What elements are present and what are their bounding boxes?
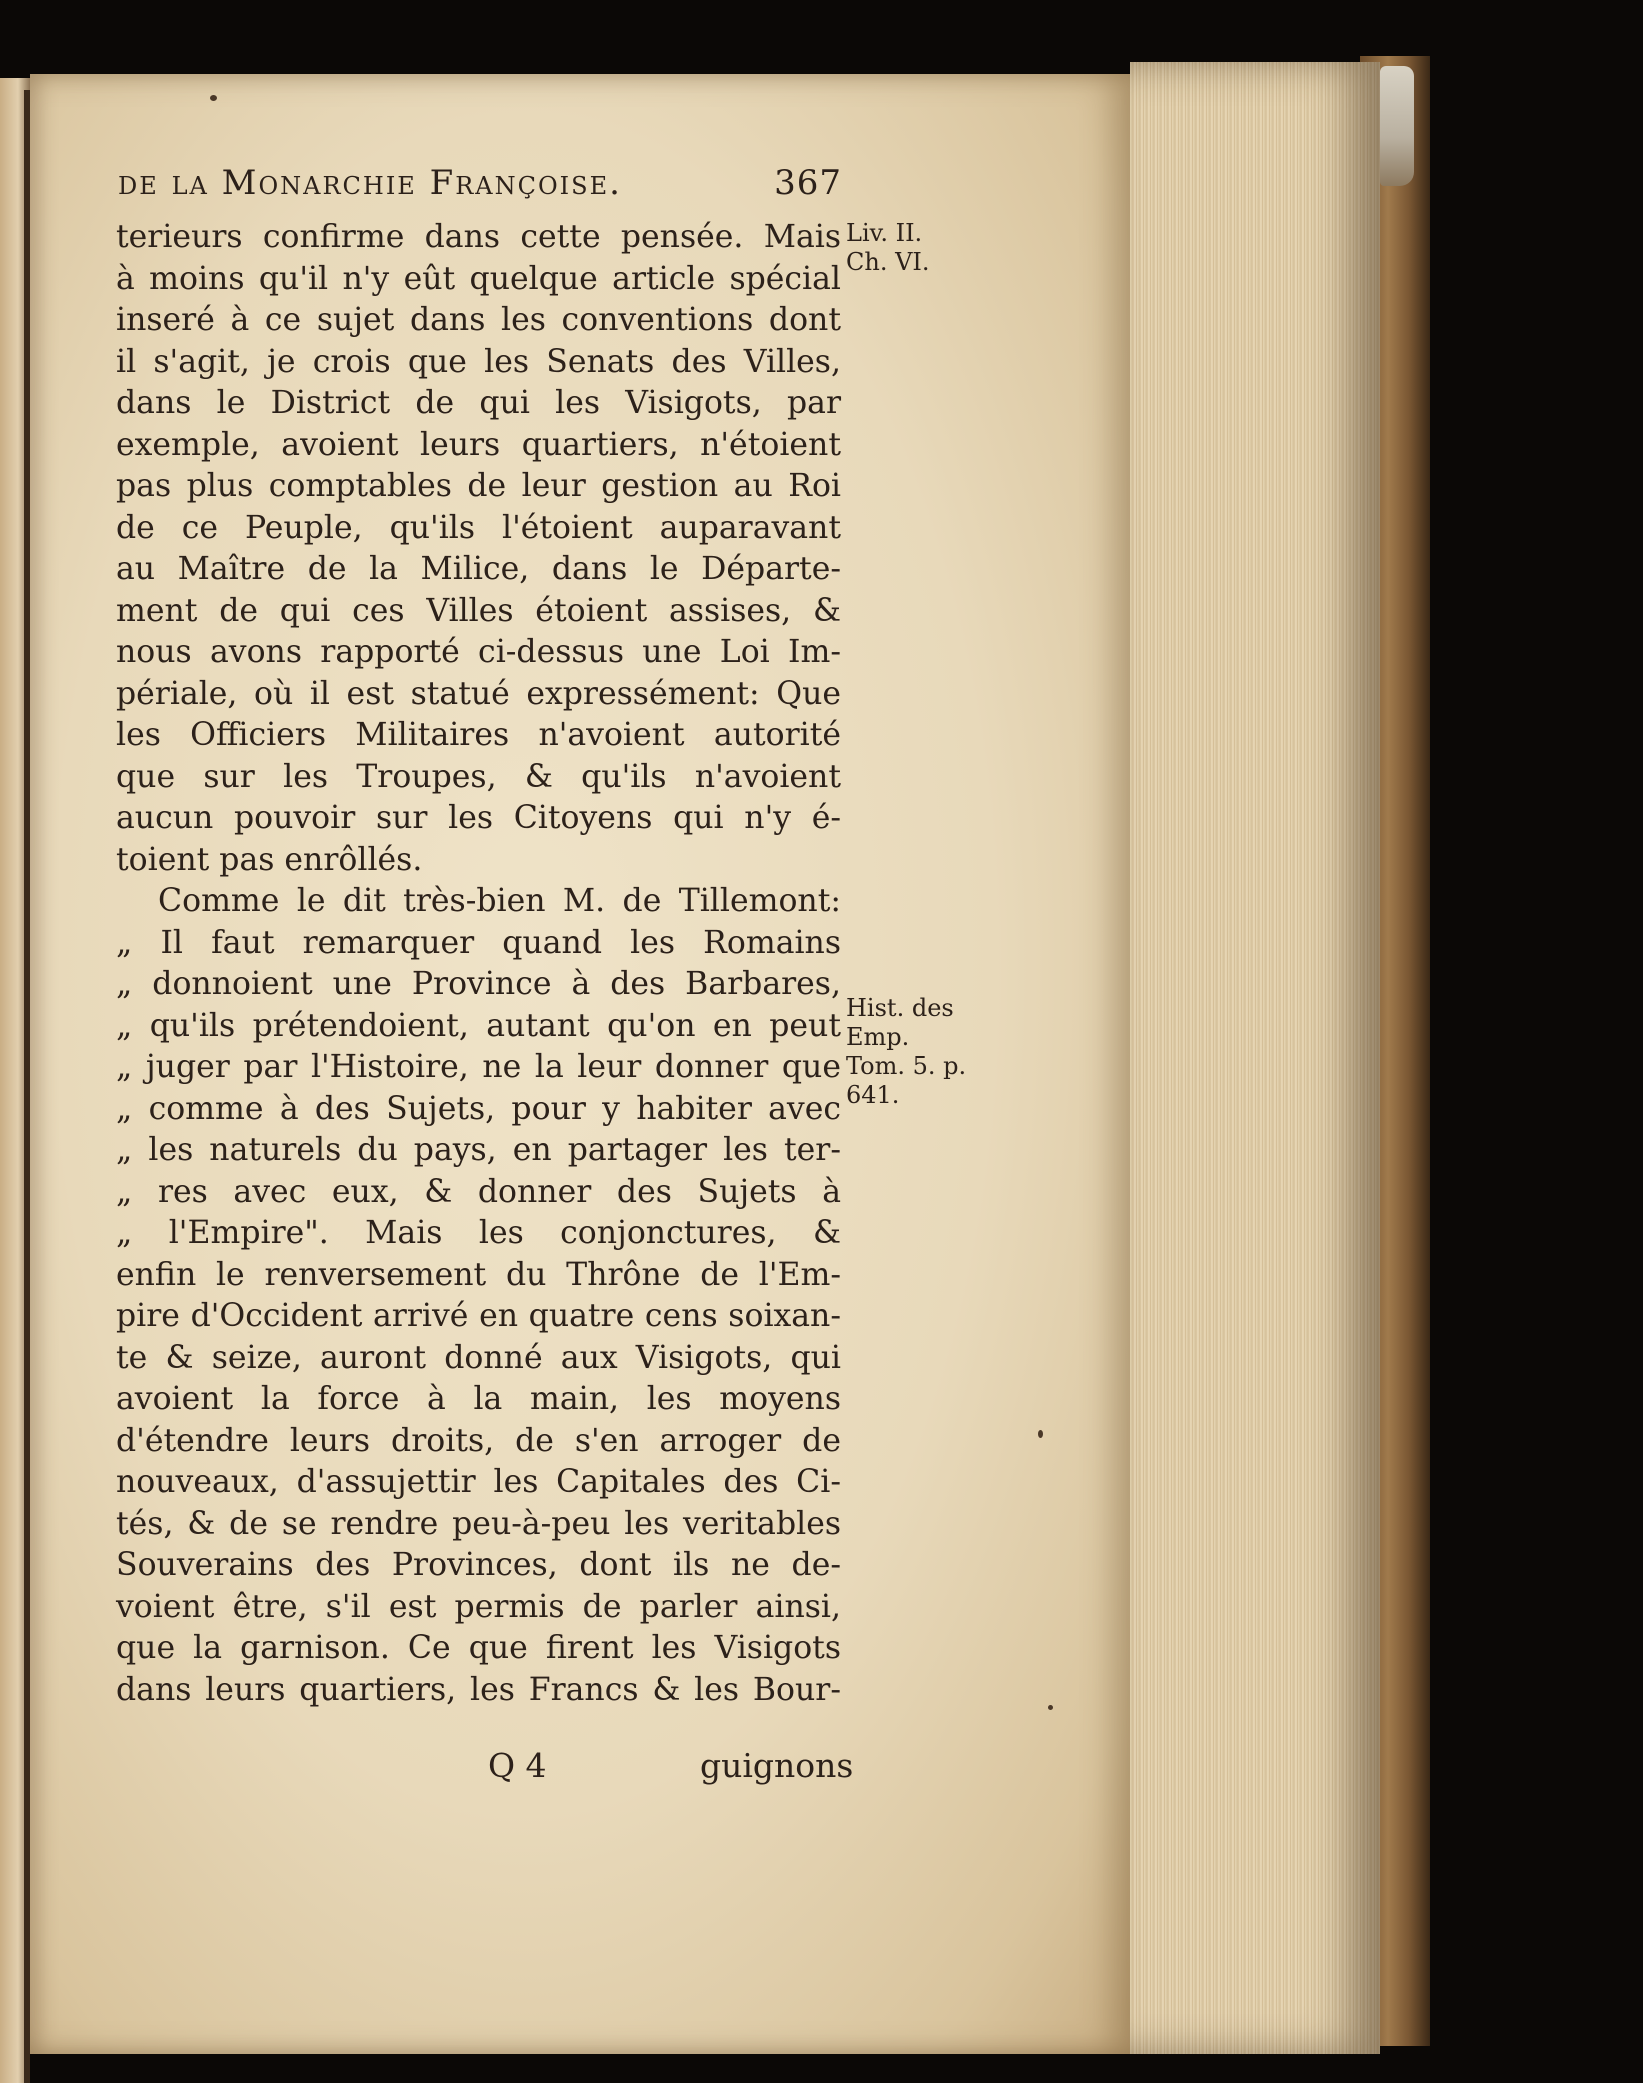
text-line: dans leurs quartiers, les Francs & les Bour- [116,1671,841,1708]
text-line: pire d'Occident arrivé en quatre cens soixan- [116,1298,841,1334]
binding-damage [1380,66,1414,186]
text-line: exemple, avoient leurs quartiers, n'étoient [116,426,841,463]
text-line: „ comme à des Sujets, pour y habiter avec [116,1090,841,1127]
running-title: de la Monarchie Françoise. [118,163,622,203]
text-line: périale, où il est statué expressément: Que [116,675,841,712]
text-line: „ qu'ils prétendoient, autant qu'on en peut [116,1007,841,1044]
ink-speck [1038,1430,1043,1438]
text-line: dans le District de qui les Visigots, par [116,385,841,421]
text-line: „ les naturels du pays, en partager les ter- [116,1132,841,1168]
text-line: pas plus comptables de leur gestion au Roi [116,468,841,504]
margin-note-line: 641. [846,1081,900,1109]
text-line: toient pas enrôllés. [116,841,423,878]
ink-speck [1048,1705,1053,1710]
text-line: „ l'Empire". Mais les conjonctures, & [116,1215,841,1251]
text-line: que la garnison. Ce que firent les Visigots [116,1630,841,1666]
text-line: de ce Peuple, qu'ils l'étoient auparavant [116,509,841,546]
margin-note-line: Tom. 5. p. [846,1052,967,1080]
page-edges [1130,62,1380,2054]
page-number: 367 [774,163,842,203]
text-line: aucun pouvoir sur les Citoyens qui n'y é- [116,800,841,836]
margin-note-citation [846,994,966,1110]
text-line: il s'agit, je crois que les Senats des Villes, [116,343,841,380]
text-line: tés, & de se rendre peu-à-peu les veritables [116,1505,841,1542]
text-line: nous avons rapporté ci-dessus une Loi Im- [116,634,841,670]
text-line: „ juger par l'Histoire, ne la leur donner que [116,1049,841,1085]
text-line: à moins qu'il n'y eût quelque article spécial [116,260,841,297]
text-line: voient être, s'il est permis de parler ainsi, [116,1588,841,1625]
text-line: „ donnoient une Province à des Barbares, [116,966,841,1002]
running-header [118,163,842,203]
text-line: au Maître de la Milice, dans le Départe- [116,551,841,587]
text-line: te & seize, auront donné aux Visigots, qui [116,1339,841,1376]
text-line: Comme le dit très-bien M. de Tillemont: [158,883,841,919]
text-line: inseré à ce sujet dans les conventions dont [116,302,841,338]
body-text [116,217,841,1711]
margin-note-line: Ch. VI. [846,248,930,276]
margin-note-book-chapter [846,219,930,277]
margin-note-line: Liv. II. [846,219,923,247]
margin-note-line: Hist. des [846,994,954,1022]
text-line: les Officiers Militaires n'avoient autorité [116,717,841,753]
text-line: terieurs confirme dans cette pensée. Mais [116,219,841,255]
text-line: que sur les Troupes, & qu'ils n'avoient [116,758,841,795]
text-line: enfin le renversement du Thrône de l'Em- [116,1256,841,1293]
ink-speck [210,95,217,101]
text-line: nouveaux, d'assujettir les Capitales des Ci- [116,1464,841,1500]
text-line: avoient la force à la main, les moyens [116,1381,841,1417]
text-line: d'étendre leurs droits, de s'en arroger de [116,1422,841,1459]
signature-mark: Q 4 [488,1746,547,1785]
margin-note-line: Emp. [846,1023,910,1051]
catchword: guignons [700,1746,854,1785]
text-line: Souverains des Provinces, dont ils ne de- [116,1547,841,1583]
text-line: „ Il faut remarquer quand les Romains [116,924,841,961]
text-line: „ res avec eux, & donner des Sujets à [116,1173,841,1210]
text-line: ment de qui ces Villes étoient assises, & [116,592,841,629]
